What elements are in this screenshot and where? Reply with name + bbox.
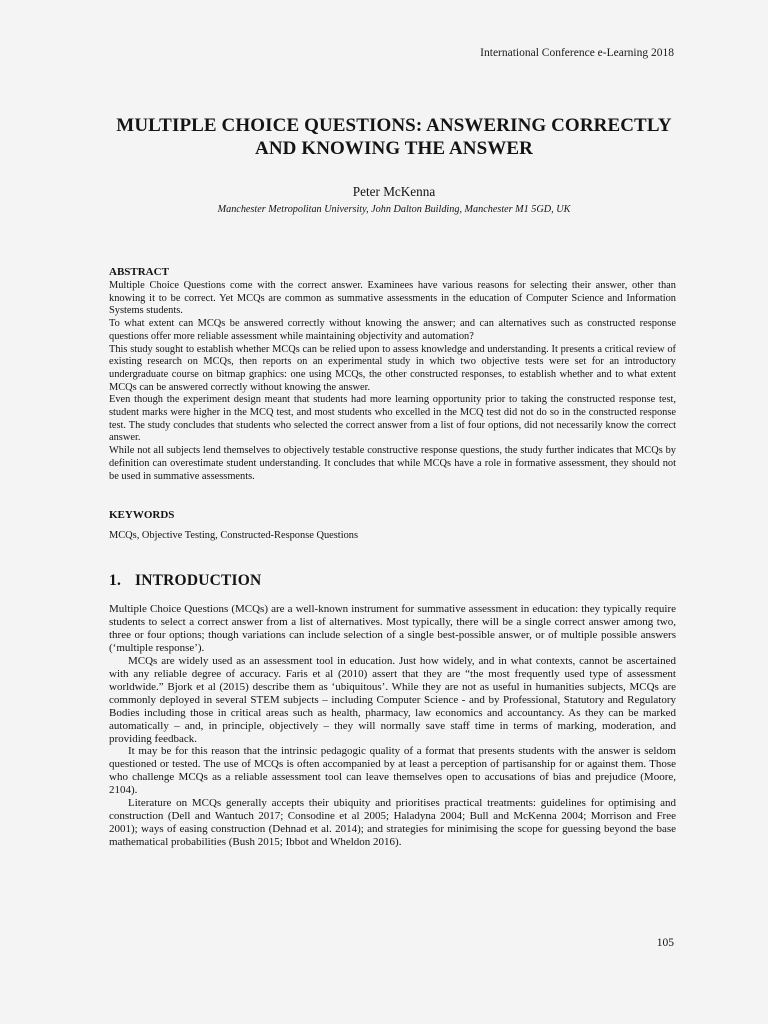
abstract-paragraph: To what extent can MCQs be answered correctly without knowing the answer; and can alternatives such as constructed response questions offer more reliable assessment while maintaining objectivity and automation?: [109, 318, 676, 342]
introduction-paragraph: Literature on MCQs generally accepts their ubiquity and prioritises practical treatments: guidelines for optimising and construction (Dell and Wantuch 2017; Consodine et al 2005; Haladyna 2004; Bull and McKenna 2004; Morrison and Free 2001); ways of easing construction (Dehnad et al. 2014); and strategies for minimising the scope for guessing beyond the base mathematical probabilities (Bush 2015; Ibbot and Wheldon 2016).: [109, 797, 676, 849]
section-title: INTRODUCTION: [135, 572, 262, 589]
abstract-paragraph: While not all subjects lend themselves to objectively testable constructive response questions, the study further indicates that MCQs by definition can overestimate student understanding. It concludes that while MCQs have a role in formative assessment, they should not be used in summative assessments.: [109, 445, 676, 482]
abstract-paragraph: Even though the experiment design meant that students had more learning opportunity prior to taking the constructed response test, student marks were higher in the MCQ test, and most students who excelled in the MCQ test did not do so in the constructed response test. The study concludes that students who selected the correct answer from a list of four options, did not necessarily know the correct answer.: [109, 394, 676, 444]
abstract-body: [109, 280, 676, 483]
introduction-paragraph: Multiple Choice Questions (MCQs) are a well-known instrument for summative assessment in education: they typically require students to select a correct answer from a list of alternatives. Most typically, there will be a single correct answer among two, three or four options; though variations can include selection of a single best-possible answer, or of multiple possible answers (‘multiple response’).: [109, 603, 676, 654]
abstract-paragraph: This study sought to establish whether MCQs can be relied upon to assess knowledge and understanding. It presents a critical review of existing research on MCQs, then reports on an experimental study in which two objective tests were set for an introductory undergraduate course on bitmap graphics: one using MCQs, the other constructed responses, to establish whether and to what extent MCQs can be answered correctly without knowing the answer.: [109, 343, 676, 393]
introduction-paragraph: It may be for this reason that the intrinsic pedagogic quality of a format that presents students with the answer is seldom questioned or tested. The use of MCQs is often accompanied by at least a perception of partisanship for or against them. Those who challenge MCQs as a reliable assessment tool can leave themselves open to accusations of bias and prejudice (Moore, 2104).: [109, 745, 676, 797]
section-number: 1.: [109, 572, 122, 589]
abstract-heading: ABSTRACT: [109, 266, 169, 278]
keywords-text: MCQs, Objective Testing, Constructed-Response Questions: [109, 530, 359, 541]
introduction-paragraph: MCQs are widely used as an assessment tool in education. Just how widely, and in what contexts, cannot be ascertained with any reliable degree of accuracy. Faris et al (2010) assert that they are “the most frequently used type of assessment worldwide.” Bjork et al (2015) describe them as ‘ubiquitous’. While they are not as useful in humanities subjects, MCQs are commonly deployed in several STEM subjects – including Computer Science - and by Professional, Statutory and Regulatory Bodies including those in critical areas such as health, pharmacy, law economics and accountancy. As they can be marked automatically – and, in principle, objectively – they will normally save staff time in terms of marking, moderation, and providing feedback.: [109, 654, 676, 745]
running-header: International Conference e-Learning 2018: [480, 47, 674, 59]
introduction-heading: [109, 572, 261, 590]
introduction-body: [109, 603, 676, 849]
keywords-heading: KEYWORDS: [109, 509, 175, 521]
page-number: 105: [656, 937, 674, 949]
author-affiliation: Manchester Metropolitan University, John Dalton Building, Manchester M1 5GD, UK: [217, 204, 571, 215]
abstract-paragraph: Multiple Choice Questions come with the correct answer. Examinees have various reasons for selecting their answer, other than knowing it to be correct. Yet MCQs are common as summative assessments in the education of Computer Science and Information Systems students.: [109, 280, 676, 317]
paper-title: MULTIPLE CHOICE QUESTIONS: ANSWERING CORRECTLY AND KNOWING THE ANSWER: [116, 115, 672, 159]
author-name: Peter McKenna: [352, 184, 436, 199]
